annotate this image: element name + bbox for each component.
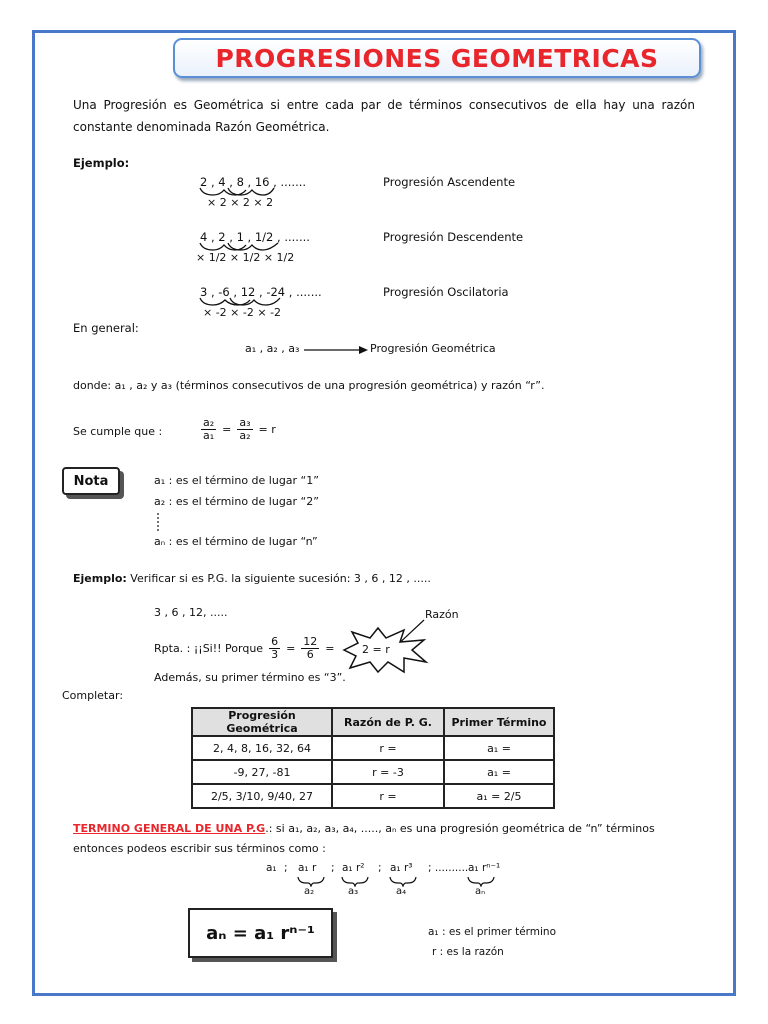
fraction-denominator: 6 [306, 648, 314, 661]
table-cell: r = [332, 736, 444, 760]
se-cumple-label: Se cumple que : [73, 425, 163, 438]
example-type-2: Progresión Descendente [383, 230, 524, 244]
brace-a2 [298, 877, 324, 886]
table-cell: r = [332, 784, 444, 808]
term-seq-1: a₁ r [298, 862, 317, 874]
fraction-numerator: a₂ [203, 416, 215, 429]
fraction-a2-a1 [201, 417, 216, 442]
example-ratios-2: × 1/2 × 1/2 × 1/2 [196, 251, 295, 264]
brace-a3 [342, 877, 368, 886]
fraction-12-6 [301, 636, 319, 661]
example-terms-2: 4 , 2 , 1 , 1/2 , ....... [200, 230, 310, 244]
vertical-dots-icon [155, 511, 161, 533]
termino-text-1: .: si a₁, a₂, a₃, a₄, ....., aₙ es una progresión geométrica de “n” términos [265, 822, 655, 835]
table-cell: -9, 27, -81 [192, 760, 332, 784]
equals-sign: = [286, 642, 296, 655]
ratio-formula [201, 417, 276, 442]
table-cell: a₁ = [444, 760, 554, 784]
sequence-text: 3 , 6 , 12, ..... [154, 606, 228, 619]
fraction-numerator: 12 [303, 635, 318, 648]
table-cell: 2, 4, 8, 16, 32, 64 [192, 736, 332, 760]
table-cell: a₁ = [444, 736, 554, 760]
title-banner [173, 38, 701, 78]
ratio-result: = r [258, 423, 276, 436]
term-seq-2: a₁ r² [342, 862, 365, 874]
example-terms-3: 3 , -6 , 12 , -24 , ....... [200, 285, 322, 299]
fraction-denominator: a₂ [239, 429, 251, 442]
brace-3b [230, 298, 280, 305]
rpta-text: Rpta. : ¡¡Si!! Porque [154, 642, 264, 655]
razon-label: Razón [425, 608, 459, 621]
nota-line-1: a₁ : es el término de lugar “1” [154, 474, 319, 487]
term-label-a4: a₄ [396, 886, 407, 897]
term-seq-0: a₁ [266, 862, 277, 874]
term-label-a3: a₃ [348, 886, 359, 897]
example-type-1: Progresión Ascendente [383, 175, 516, 189]
brace-1a [200, 188, 246, 195]
general-label: En general: [73, 321, 139, 335]
table-row [192, 760, 554, 784]
example-label: Ejemplo: [73, 156, 130, 170]
table-header: Razón de P. G. [332, 708, 444, 736]
brace-an [468, 877, 494, 886]
intro-paragraph: Una Progresión es Geométrica si entre cada par de términos consecutivos de ella hay una razón constante denominada Razón Geométrica. [73, 98, 695, 134]
term-label-a2: a₂ [304, 886, 315, 897]
table-cell: 2/5, 3/10, 9/40, 27 [192, 784, 332, 808]
brace-a4 [390, 877, 416, 886]
progression-table [191, 707, 555, 809]
fraction-numerator: a₃ [239, 416, 251, 429]
fraction-denominator: a₁ [203, 429, 215, 442]
nota-box: Nota [62, 467, 120, 495]
general-formula: aₙ = a₁ rⁿ⁻¹ [206, 922, 315, 944]
page-title: PROGRESIONES GEOMETRICAS [215, 43, 659, 73]
fraction-6-3 [269, 636, 280, 661]
table-row [192, 736, 554, 760]
fraction-a3-a2 [237, 417, 252, 442]
completar-label: Completar: [62, 689, 124, 702]
arrow-icon [303, 344, 369, 356]
term-seq-3: a₁ r³ [390, 862, 413, 874]
example-terms-1: 2 , 4 , 8 , 16 , ....... [200, 175, 307, 189]
table-header: Progresión Geométrica [192, 708, 332, 736]
termino-paragraph [73, 819, 695, 859]
rpta-line [154, 636, 335, 661]
termino-heading: TERMINO GENERAL DE UNA P.G [73, 822, 266, 835]
example2-line [73, 572, 431, 585]
burst-text: 2 = r [362, 643, 390, 656]
equals-sign: = [325, 642, 335, 655]
general-result: Progresión Geométrica [370, 342, 496, 355]
term-label-an: aₙ [475, 886, 486, 897]
nota-line-n: aₙ : es el término de lugar “n” [154, 535, 318, 548]
fraction-numerator: 6 [271, 635, 279, 648]
brace-3a [200, 298, 250, 305]
table-cell: a₁ = 2/5 [444, 784, 554, 808]
table-header-row [192, 708, 554, 736]
equals-sign: = [222, 423, 232, 436]
legend-a1: a₁ : es el primer término [428, 926, 557, 938]
example2-label: Ejemplo: [73, 572, 127, 585]
brace-1b [228, 188, 274, 195]
example-ratios-1: × 2 × 2 × 2 [207, 196, 274, 209]
table-header: Primer Término [444, 708, 554, 736]
table-cell: r = -3 [332, 760, 444, 784]
example2-text: Verificar si es P.G. la siguiente sucesión: 3 , 6 , 12 , ..... [126, 572, 431, 585]
general-formula-box [188, 908, 333, 958]
fraction-denominator: 3 [271, 648, 279, 661]
donde-text: donde: a₁ , a₂ y a₃ (términos consecutivos de una progresión geométrica) y razón “r”. [73, 379, 545, 392]
example-type-3: Progresión Oscilatoria [383, 285, 509, 299]
brace-2b [228, 243, 278, 250]
general-terms: a₁ , a₂ , a₃ [245, 342, 300, 355]
brace-2a [200, 243, 246, 250]
legend-r: r : es la razón [432, 946, 504, 958]
example-ratios-3: × -2 × -2 × -2 [203, 306, 282, 319]
termino-text-2: entonces podeos escribir sus términos como : [73, 842, 326, 855]
table-row [192, 784, 554, 808]
ademas-text: Además, su primer término es “3”. [154, 671, 346, 684]
nota-line-2: a₂ : es el término de lugar “2” [154, 495, 319, 508]
term-seq-n: a₁ rⁿ⁻¹ [468, 862, 501, 874]
